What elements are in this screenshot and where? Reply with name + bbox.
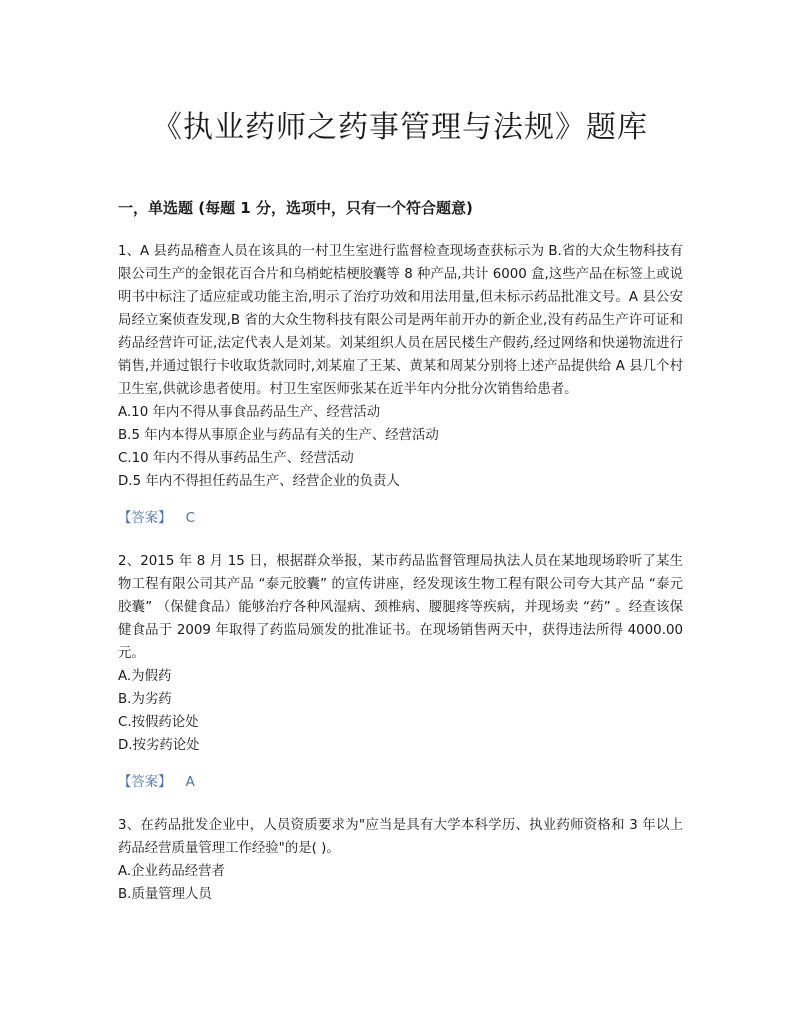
option-list xyxy=(118,401,683,493)
option-a: A.为假药 xyxy=(118,669,172,684)
page-title: 《执业药师之药事管理与法规》题库 xyxy=(152,110,648,145)
option-c: C.10 年内不得从事药品生产、经营活动 xyxy=(118,451,354,466)
answer-label: 【答案】 xyxy=(118,511,172,526)
answer-label: 【答案】 xyxy=(118,775,172,790)
question-stem: 3、在药品批发企业中，人员资质要求为"应当是具有大学本科学历、执业药师资格和 3 年以上药品经营质量管理工作经验"的是( )。 xyxy=(118,818,683,856)
option-c: C.按假药论处 xyxy=(118,715,199,730)
answer-line xyxy=(118,507,683,530)
answer-value: C xyxy=(185,511,195,526)
question-stem: 2、2015 年 8 月 15 日，根据群众举报，某市药品监督管理局执法人员在某地现场聆听了某生物工程有限公司其产品 “泰元胶囊” 的宣传讲座，经发现该生物工程有限公司夸大其产品 “泰元胶囊” （保健食品）能够治疗各种风湿病、颈椎病、腰腿疼等疾病，并现场卖 “药” 。经查该保健食品于 2009 年取得了药监局颁发的批准证书。在现场销售两天中，获得违法所得 4000.00 元。 xyxy=(118,554,683,661)
question-stem: 1、A 县药品稽查人员在该具的一村卫生室进行监督检查现场查获标示为 B.省的大众生物科技有限公司生产的金银花百合片和乌梢蛇桔梗胶囊等 8 种产品,共计 6000 盒,这些产品在标签上或说明书中标注了适应症或功能主治,明示了治疗功效和用法用量,但未标示药品批准文号。A 县公安局经立案侦查发现,B 省的大众生物科技有限公司是两年前开办的新企业,没有药品生产许可证和药品经营许可证,法定代表人是刘某。刘某组织人员在居民楼生产假药,经过网络和快递物流进行销售,并通过银行卡收取货款同时,刘某雇了王某、黄某和周某分别将上述产品提供给 A 县几个村卫生室,供就诊患者使用。村卫生室医师张某在近半年内分批分次销售给患者。 xyxy=(118,244,683,397)
question-2 xyxy=(118,550,683,794)
answer-value: A xyxy=(185,775,195,790)
question-3 xyxy=(118,814,683,906)
question-list xyxy=(118,240,683,906)
option-b: B.质量管理人员 xyxy=(118,887,212,902)
option-b: B.5 年内本得从事原企业与药品有关的生产、经营活动 xyxy=(118,428,439,443)
question-1 xyxy=(118,240,683,530)
option-d: D.按劣药论处 xyxy=(118,738,200,753)
option-d: D.5 年内不得担任药品生产、经营企业的负责人 xyxy=(118,474,400,489)
option-a: A.10 年内不得从事食品药品生产、经营活动 xyxy=(118,405,381,420)
option-list xyxy=(118,860,683,906)
answer-line xyxy=(118,771,683,794)
option-a: A.企业药品经营者 xyxy=(118,864,225,879)
option-b: B.为劣药 xyxy=(118,692,172,707)
option-list xyxy=(118,665,683,757)
section-heading: 一，单选题 (每题 1 分，选项中，只有一个符合题意) xyxy=(118,199,473,217)
